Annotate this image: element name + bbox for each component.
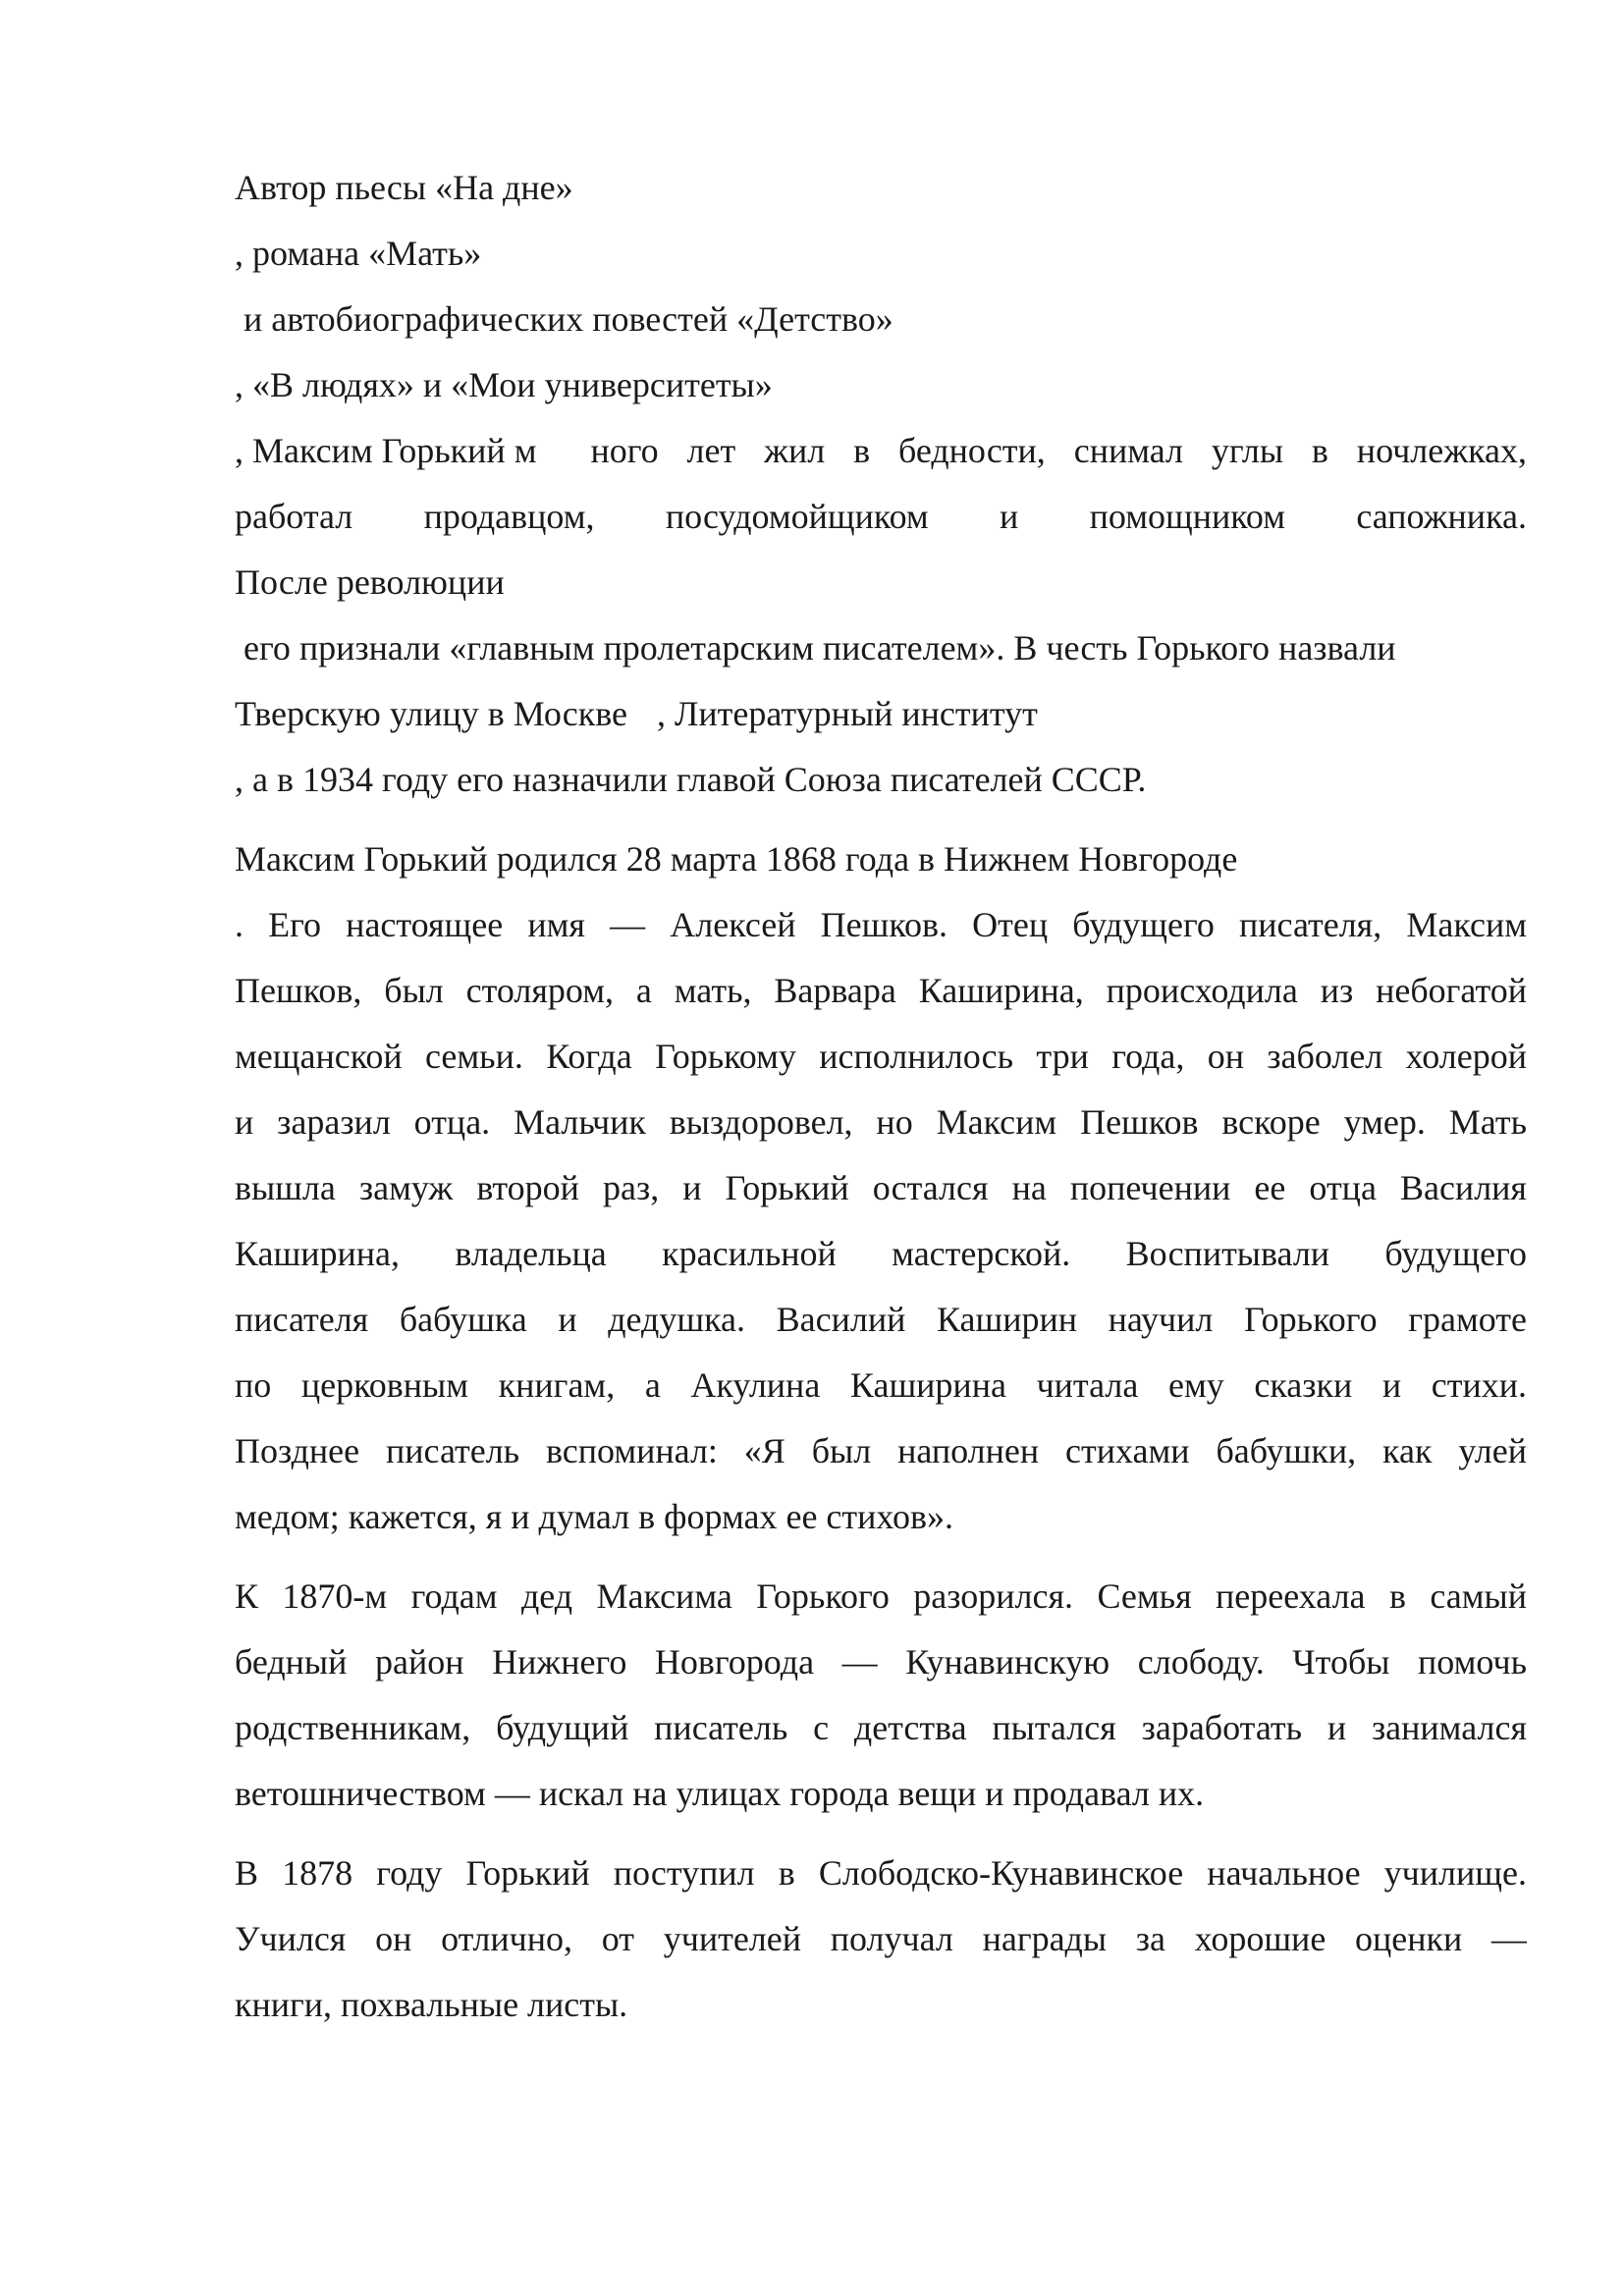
intro-line-7: После революции [235,562,505,602]
paragraph-line: ветошничеством — искал на улицах города вещи и продавал их. [235,1774,1205,1813]
paragraph-line: писателя бабушка и дедушка. Василий Каширин научил Горького грамоте [235,1300,1527,1339]
intro-line-5 [235,418,1527,484]
paragraph-school [235,1841,1527,2038]
paragraph-line: мещанской семьи. Когда Горькому исполнилось три года, он заболел холерой [235,1037,1527,1076]
intro-line-1: Автор пьесы «На дне» [235,168,573,207]
paragraph-line: бедный район Нижнего Новгорода — Кунавинскую слободу. Чтобы помочь [235,1642,1527,1682]
paragraph-line: Пешков, был столяром, а мать, Варвара Каширина, происходила из небогатой [235,971,1527,1010]
intro-line-4: , «В людях» и «Мои университеты» [235,365,773,404]
intro-line-6: работал продавцом, посудомойщиком и помощником сапожника. [235,497,1527,536]
intro-line-9 [235,681,1527,747]
paragraph-line: В 1878 году Горький поступил в Слободско-Кунавинское начальное училище. [235,1853,1527,1893]
intro-line-5-part-b: ного лет жил в бедности, снимал углы в ночлежках, [590,431,1527,470]
intro-line-5-part-a: , Максим Горький м [235,431,537,470]
document-page [235,155,1527,2038]
paragraph-line: Каширина, владельца красильной мастерской. Воспитывали будущего [235,1234,1527,1273]
intro-line-2: , романа «Мать» [235,234,482,273]
intro-line-8-text: его признали «главным пролетарским писателем». В честь Горького назвали [235,628,1396,667]
paragraph-birth [235,827,1527,1550]
intro-line-9-part-a: Тверскую улицу в Москве [235,694,627,733]
paragraph-line: книги, похвальные листы. [235,1985,628,2024]
paragraph-poverty [235,1564,1527,1827]
paragraph-line: Учился он отлично, от учителей получал награды за хорошие оценки — [235,1919,1527,1958]
intro-line-3-text: и автобиографических повестей «Детство» [235,299,893,339]
paragraph-line: Позднее писатель вспоминал: «Я был наполнен стихами бабушки, как улей [235,1431,1527,1470]
paragraph-line: родственникам, будущий писатель с детства пытался заработать и занимался [235,1708,1527,1747]
paragraph-line: по церковным книгам, а Акулина Каширина читала ему сказки и стихи. [235,1365,1527,1405]
paragraph-line: вышла замуж второй раз, и Горький остался на попечении ее отца Василия [235,1168,1527,1207]
paragraph-line: К 1870-м годам дед Максима Горького разорился. Семья переехала в самый [235,1576,1527,1616]
intro-line-3 [235,287,1527,352]
paragraph-line: Максим Горький родился 28 марта 1868 года в Нижнем Новгороде [235,839,1238,879]
intro-line-10: , а в 1934 году его назначили главой Союза писателей СССР. [235,760,1147,799]
paragraph-line: и заразил отца. Мальчик выздоровел, но Максим Пешков вскоре умер. Мать [235,1102,1527,1142]
paragraph-line: . Его настоящее имя — Алексей Пешков. Отец будущего писателя, Максим [235,905,1527,944]
intro-line-8 [235,615,1527,681]
paragraph-line: медом; кажется, я и думал в формах ее стихов». [235,1497,954,1536]
intro-line-9-part-b: , Литературный институт [656,694,1038,733]
